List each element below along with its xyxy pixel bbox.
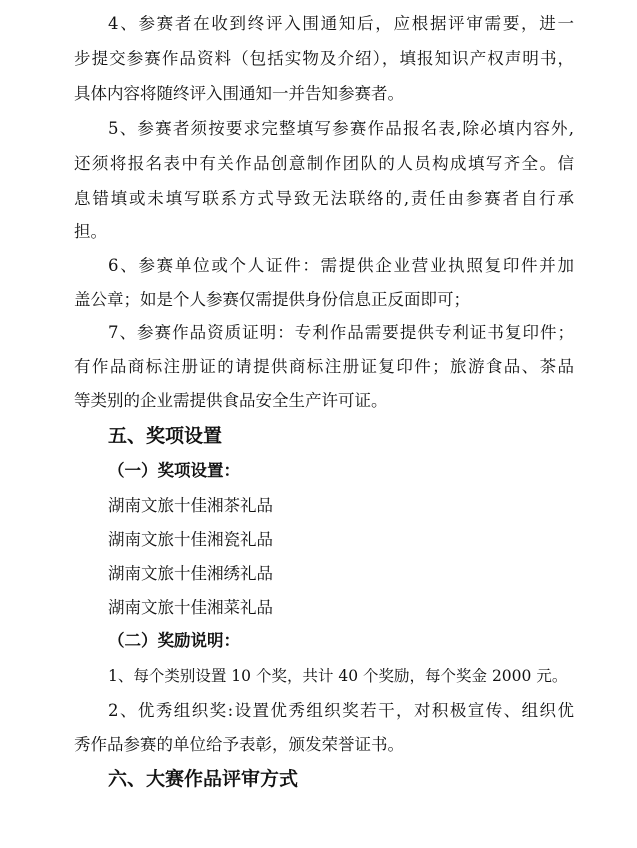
rule-5-line-2: 还须将报名表中有关作品创意制作团队的人员构成填写齐全。信 bbox=[74, 154, 574, 173]
rule-7-line-3: 等类别的企业需提供食品安全生产许可证。 bbox=[74, 391, 388, 410]
subsection-1-heading: （一）奖项设置： bbox=[108, 461, 240, 480]
section-5-heading: 五、奖项设置 bbox=[108, 425, 223, 447]
award-item-porcelain: 湖南文旅十佳湘瓷礼品 bbox=[108, 530, 273, 549]
reward-item-2-line-1: 2、优秀组织奖:设置优秀组织奖若干，对积极宣传、组织优 bbox=[108, 701, 574, 720]
rule-4-line-3: 具体内容将随终评入围通知一并告知参赛者。 bbox=[74, 84, 404, 103]
award-item-cuisine: 湖南文旅十佳湘菜礼品 bbox=[108, 598, 273, 617]
subsection-2-heading: （二）奖励说明： bbox=[108, 631, 240, 650]
rule-4-line-1: 4、参赛者在收到终评入围通知后，应根据评审需要，进一 bbox=[108, 14, 574, 33]
rule-5-line-3: 息错填或未填写联系方式导致无法联络的,责任由参赛者自行承 bbox=[74, 189, 574, 208]
rule-7-line-2: 有作品商标注册证的请提供商标注册证复印件；旅游食品、茶品 bbox=[74, 357, 574, 376]
reward-item-1: 1、每个类别设置 10 个奖，共计 40 个奖励，每个奖金 2000 元。 bbox=[108, 667, 568, 685]
award-item-tea: 湖南文旅十佳湘茶礼品 bbox=[108, 496, 273, 515]
rule-7-line-1: 7、参赛作品资质证明：专利作品需要提供专利证书复印件； bbox=[108, 323, 574, 342]
rule-5-line-4: 担。 bbox=[74, 222, 107, 241]
award-item-embroidery: 湖南文旅十佳湘绣礼品 bbox=[108, 564, 273, 583]
rule-5-line-1: 5、参赛者须按要求完整填写参赛作品报名表,除必填内容外, bbox=[108, 119, 574, 138]
rule-4-line-2: 步提交参赛作品资料（包括实物及介绍），填报知识产权声明书， bbox=[74, 49, 574, 68]
section-6-heading: 六、大赛作品评审方式 bbox=[108, 768, 299, 790]
rule-6-line-2: 盖公章；如是个人参赛仅需提供身份信息正反面即可； bbox=[74, 290, 470, 309]
rule-6-line-1: 6、参赛单位或个人证件：需提供企业营业执照复印件并加 bbox=[108, 256, 574, 275]
reward-item-2-line-2: 秀作品参赛的单位给予表彰，颁发荣誉证书。 bbox=[74, 735, 404, 754]
